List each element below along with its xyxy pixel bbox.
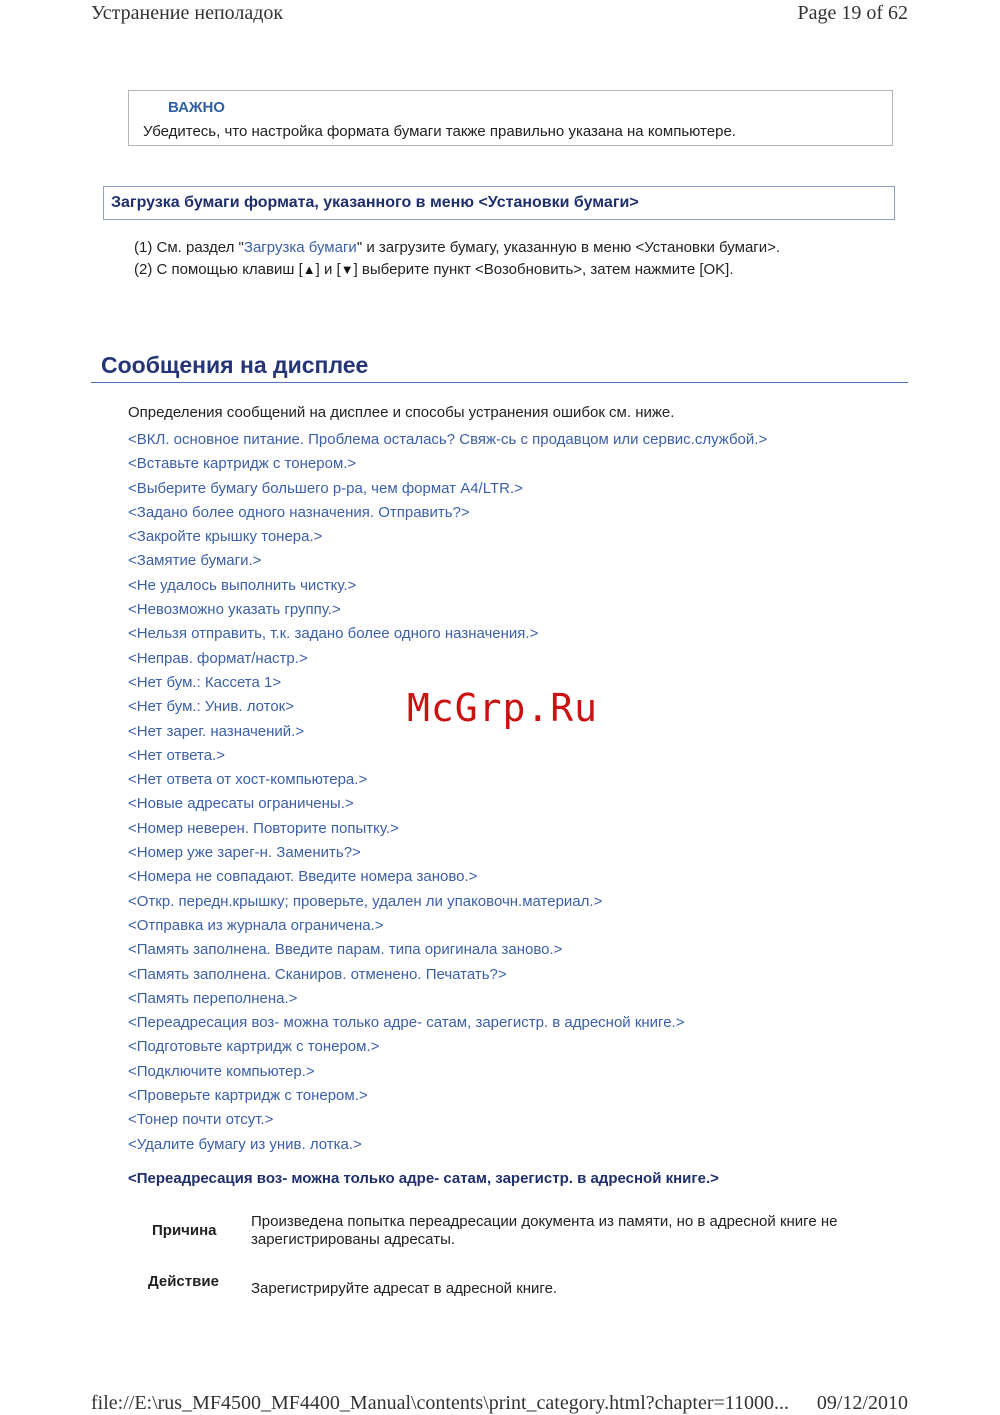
message-link[interactable]: <Подготовьте картридж с тонером.> [128,1038,380,1056]
message-link[interactable]: <Задано более одного назначения. Отправить?> [128,503,470,521]
message-link[interactable]: <Удалите бумагу из унив. лотка.> [128,1135,362,1153]
step-1 [134,237,780,259]
message-link[interactable]: <Отправка из журнала ограничена.> [128,916,384,934]
message-link[interactable]: <Откр. передн.крышку; проверьте, удален ли упаковочн.материал.> [128,892,603,910]
display-messages-intro: Определения сообщений на дисплее и способы устранения ошибок см. ниже. [128,404,675,421]
cause-label: Причина [152,1222,217,1239]
message-link[interactable]: <ВКЛ. основное питание. Проблема осталась? Свяж-сь с продавцом или сервис.службой.> [128,431,768,448]
arrow-down-icon: ▼ [340,262,354,277]
step-2-mid: ] и [ [315,261,341,278]
message-link[interactable]: <Номера не совпадают. Введите номера заново.> [128,868,478,886]
message-link[interactable]: <Нет бум.: Кассета 1> [128,673,282,691]
important-text: Убедитесь, что настройка формата бумаги также правильно указана на компьютере. [143,123,736,140]
message-link[interactable]: <Подключите компьютер.> [128,1062,315,1080]
message-link[interactable]: <Вставьте картридж с тонером.> [128,455,357,473]
section-header-box [103,186,895,220]
detail-heading: <Переадресация воз- можна только адре- сатам, зарегистр. в адресной книге.> [128,1170,719,1187]
message-link[interactable]: <Тонер почти отсут.> [128,1111,274,1129]
step-2-suffix: ] выберите пункт <Возобновить>, затем нажмите [OK]. [353,261,734,278]
heading-divider [91,382,908,383]
action-label: Действие [148,1273,219,1290]
message-link[interactable]: <Нельзя отправить, т.к. задано более одного назначения.> [128,625,539,643]
watermark-logo: McGrp.Ru [407,686,599,730]
load-paper-link[interactable]: Загрузка бумаги [243,239,357,256]
message-link[interactable]: <Переадресация воз- можна только адре- сатам, зарегистр. в адресной книге.> [128,1014,685,1032]
message-link[interactable]: <Нет бум.: Унив. лоток> [128,698,295,716]
message-link[interactable]: <Не удалось выполнить чистку.> [128,576,357,594]
header-page-number: Page 19 of 62 [797,2,908,24]
arrow-up-icon: ▲ [302,262,316,277]
message-link[interactable]: <Номер неверен. Повторите попытку.> [128,819,399,837]
message-link[interactable]: <Выберите бумагу большего р-ра, чем формат A4/LTR.> [128,479,523,497]
message-link[interactable]: <Проверьте картридж с тонером.> [128,1087,368,1105]
message-link[interactable]: <Память заполнена. Сканиров. отменено. Печатать?> [128,965,507,983]
message-link[interactable]: <Новые адресаты ограничены.> [128,795,354,813]
step-2 [134,259,780,281]
message-link[interactable]: <Нет ответа от хост-компьютера.> [128,771,368,789]
important-notice [128,90,893,146]
step-2-prefix: (2) С помощью клавиш [ [134,261,303,278]
display-messages-heading: Сообщения на дисплее [101,352,369,378]
message-link-list [128,428,767,1157]
message-link[interactable]: <Память переполнена.> [128,989,298,1007]
step-1-suffix: " и загрузите бумагу, указанную в меню <Установки бумаги>. [356,239,781,256]
message-link[interactable]: <Закройте крышку тонера.> [128,528,323,546]
cause-text: Произведена попытка переадресации документа из памяти, но в адресной книге не зарегистрированы адресаты. [251,1213,838,1248]
section-title: Загрузка бумаги формата, указанного в меню <Установки бумаги> [111,194,639,211]
step-1-prefix: (1) См. раздел " [134,239,244,256]
action-text: Зарегистрируйте адресат в адресной книге. [251,1280,558,1297]
important-title: ВАЖНО [168,99,225,116]
message-link[interactable]: <Неправ. формат/настр.> [128,649,308,667]
footer-file-path: file://E:\rus_MF4500_MF4400_Manual\contents\print_category.html?chapter=11000... [91,1392,790,1414]
message-link[interactable]: <Замятие бумаги.> [128,552,262,570]
message-link[interactable]: <Нет зарег. назначений.> [128,722,305,740]
message-link[interactable]: <Номер уже зарег-н. Заменить?> [128,844,361,862]
message-link[interactable]: <Невозможно указать группу.> [128,601,341,619]
footer-date: 09/12/2010 [816,1392,908,1414]
message-link[interactable]: <Нет ответа.> [128,746,225,764]
header-title: Устранение неполадок [91,2,284,24]
message-link[interactable]: <Память заполнена. Введите парам. типа оригинала заново.> [128,941,563,959]
steps-list [134,237,780,281]
